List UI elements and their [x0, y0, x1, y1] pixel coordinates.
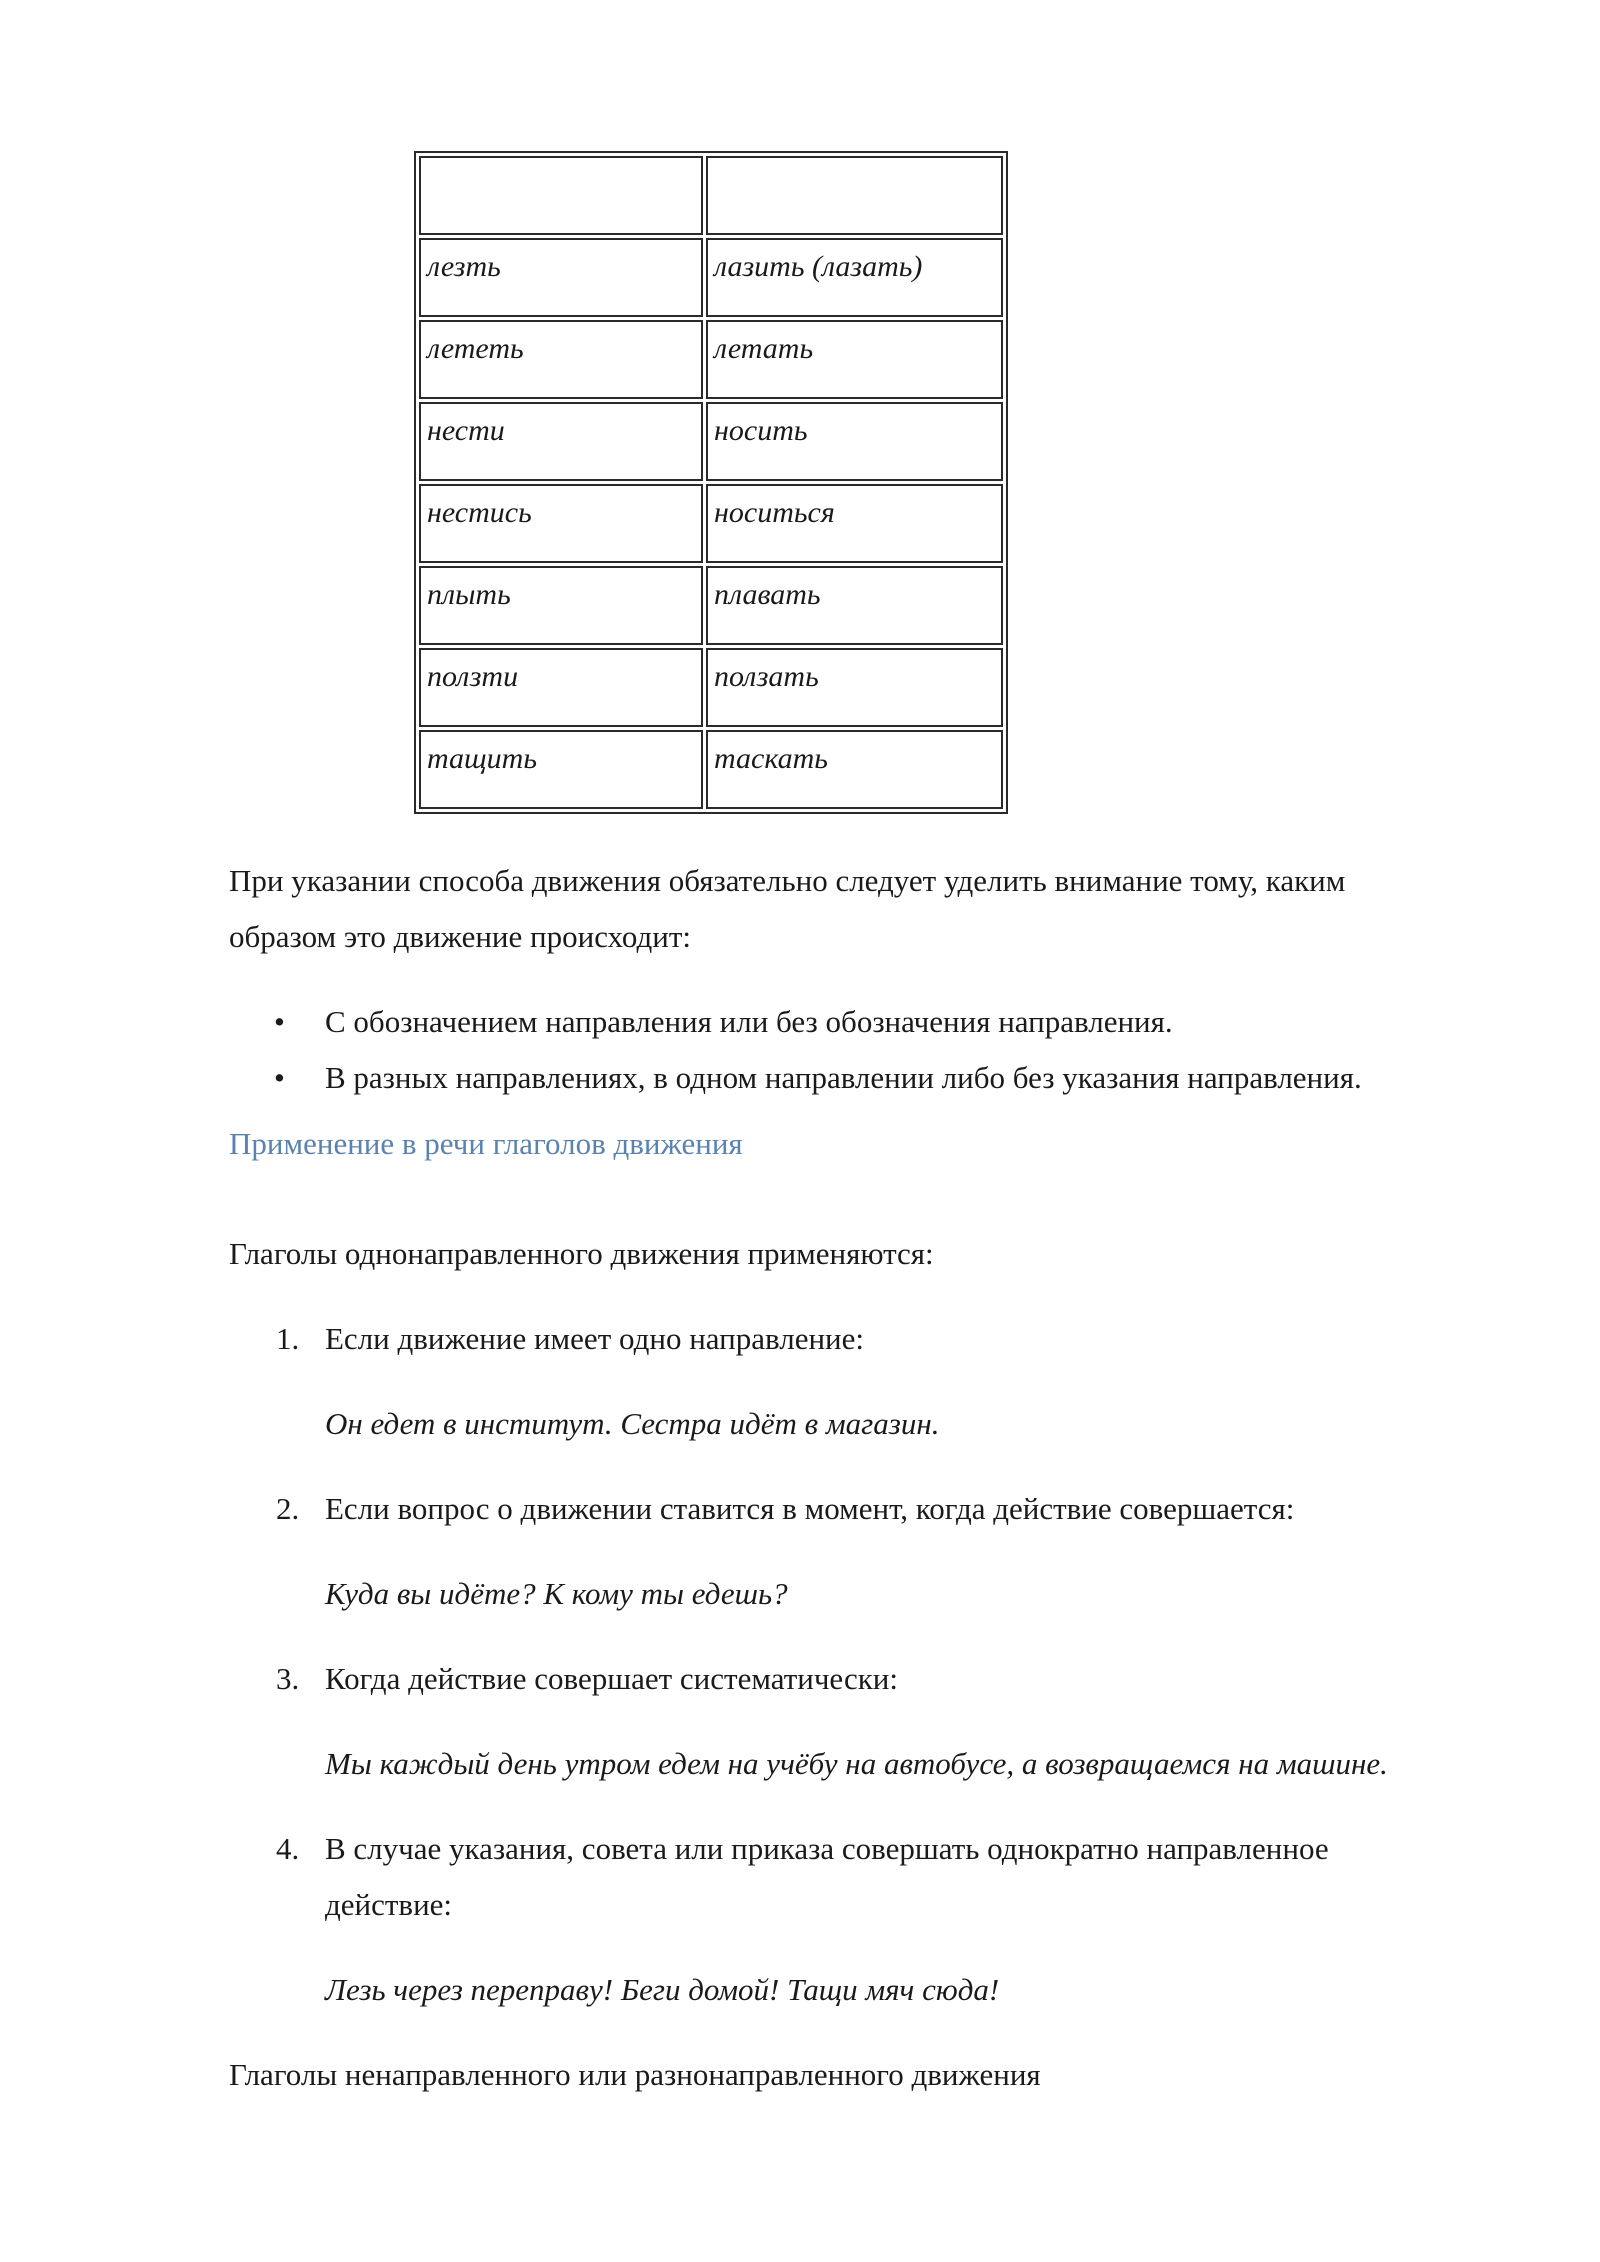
table-row — [419, 320, 1003, 399]
table-row — [419, 566, 1003, 645]
list-item-example: Мы каждый день утром едем на учёбу на автобусе, а возвращаемся на машине. — [325, 1746, 1388, 1781]
cell-text: лезть — [427, 250, 501, 283]
table-cell — [419, 402, 703, 481]
list-item-text: Когда действие совершает систематически: — [325, 1661, 898, 1696]
intro-paragraph-line-1: При указании способа движения обязательно следует уделить внимание тому, каким — [229, 863, 1346, 898]
list-item-text: Если движение имеет одно направление: — [325, 1321, 865, 1356]
table-cell — [706, 648, 1003, 727]
table-row — [419, 402, 1003, 481]
table-cell — [419, 484, 703, 563]
table-cell — [706, 320, 1003, 399]
table-cell — [419, 238, 703, 317]
table-cell — [419, 156, 703, 235]
table-cell — [706, 566, 1003, 645]
table-cell — [419, 566, 703, 645]
cell-text: нестись — [427, 496, 532, 529]
table-cell — [706, 402, 1003, 481]
list-number: 1. — [276, 1321, 300, 1356]
table-cell — [706, 238, 1003, 317]
cell-text: лазить (лазать) — [714, 250, 923, 283]
cell-text: ползти — [427, 660, 519, 693]
list-number: 4. — [276, 1831, 300, 1866]
cell-text: плавать — [714, 578, 821, 611]
list-number: 2. — [276, 1491, 300, 1526]
cell-text: таскать — [714, 742, 828, 775]
cell-text: летать — [714, 332, 814, 365]
table-row — [419, 238, 1003, 317]
closing-paragraph: Глаголы ненаправленного или разнонаправленного движения — [229, 2057, 1041, 2092]
cell-text: плыть — [427, 578, 511, 611]
table-cell — [706, 156, 1003, 235]
cell-text: носиться — [714, 496, 835, 529]
cell-text: тащить — [427, 742, 537, 775]
cell-text: лететь — [427, 332, 524, 365]
table-cell — [706, 484, 1003, 563]
table-cell — [419, 320, 703, 399]
cell-text: ползать — [714, 660, 819, 693]
section-heading: Применение в речи глаголов движения — [229, 1126, 743, 1161]
verbs-of-motion-table — [414, 151, 1008, 814]
list-item-text-line-1: В случае указания, совета или приказа совершать однократно направленное — [325, 1831, 1329, 1866]
table-header-row — [419, 156, 1003, 235]
cell-text — [714, 158, 995, 170]
list-item-text-line-2: действие: — [325, 1887, 453, 1922]
cell-text: носить — [714, 414, 808, 447]
table-cell — [706, 730, 1003, 809]
list-item-text: Если вопрос о движении ставится в момент, когда действие совершается: — [325, 1491, 1295, 1526]
bullet-icon: • — [274, 1004, 285, 1039]
table-cell — [419, 648, 703, 727]
list-number: 3. — [276, 1661, 300, 1696]
bullet-item: С обозначением направления или без обозначения направления. — [325, 1004, 1173, 1039]
list-item-example: Лезь через переправу! Беги домой! Тащи мяч сюда! — [325, 1972, 1000, 2007]
table-cell — [419, 730, 703, 809]
table-row — [419, 648, 1003, 727]
bullet-icon: • — [274, 1060, 285, 1095]
table-row — [419, 484, 1003, 563]
cell-text — [427, 158, 695, 170]
cell-text: нести — [427, 414, 505, 447]
unidirectional-intro: Глаголы однонаправленного движения применяются: — [229, 1236, 934, 1271]
list-item-example: Он едет в институт. Сестра идёт в магазин. — [325, 1406, 940, 1441]
table-row — [419, 730, 1003, 809]
bullet-item: В разных направлениях, в одном направлении либо без указания направления. — [325, 1060, 1362, 1095]
intro-paragraph-line-2: образом это движение происходит: — [229, 919, 692, 954]
list-item-example: Куда вы идёте? К кому ты едешь? — [325, 1576, 788, 1611]
